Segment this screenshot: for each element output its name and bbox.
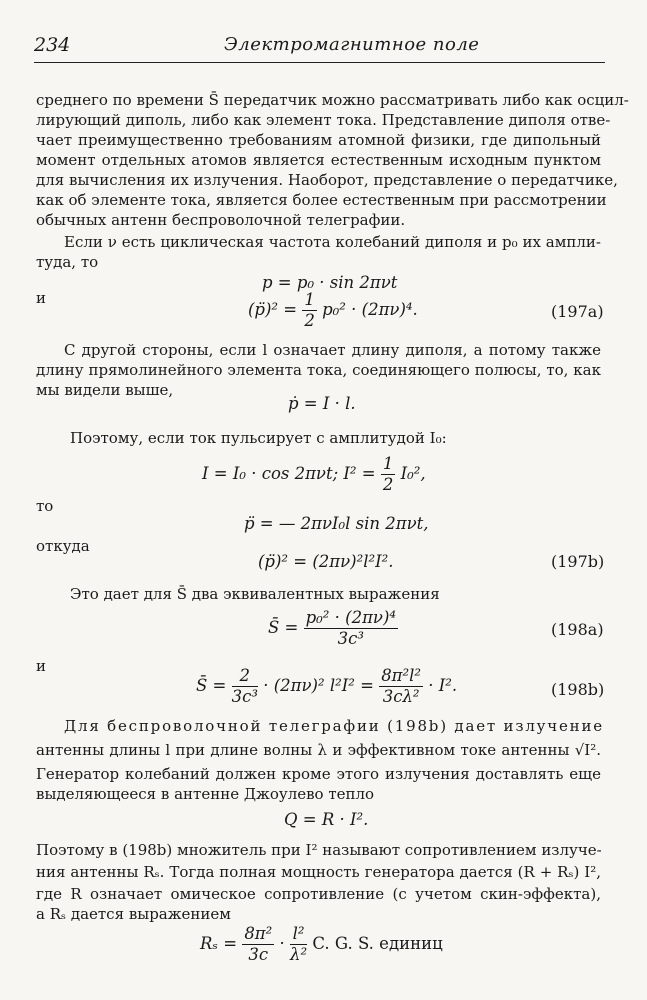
equation-197b: (p̈)² = (2πν)²l²I². xyxy=(258,552,394,571)
text-line: обычных антенн беспроволочной телеграфии. xyxy=(36,211,406,229)
fraction xyxy=(304,608,398,649)
text-line: Поэтому в (198b) множитель при I² называют сопротивлением излуче- xyxy=(36,841,602,859)
fraction xyxy=(379,666,423,707)
eq-part: I = I₀ · cos 2πνt; I² = xyxy=(202,464,376,483)
fraction-denominator: 3cλ² xyxy=(382,687,420,706)
text-line: мы видели выше, xyxy=(36,381,174,399)
fraction-numerator: l² xyxy=(290,924,307,945)
eq-part: S̄ = xyxy=(196,676,227,695)
fraction-numerator: 2 xyxy=(232,666,258,687)
fraction-denominator: λ² xyxy=(290,945,308,964)
fraction-numerator: p₀² · (2πν)⁴ xyxy=(305,608,397,627)
text-line: выделяющееся в антенне Джоулево тепло xyxy=(36,785,375,803)
text-line: момент отдельных атомов является естественным исходным пунктом xyxy=(36,151,601,169)
fraction-denominator: 2 xyxy=(304,311,315,330)
text-line: антенны длины l при длине волны λ и эффективном токе антенны √I². xyxy=(36,741,601,759)
eq-part: · (2πν)² l²I² = xyxy=(263,676,374,695)
equation-p: p = p₀ · sin 2πνt xyxy=(262,273,398,292)
paragraph-4: Поэтому, если ток пульсирует с амплитудой I₀: xyxy=(70,429,447,447)
fraction-denominator: 3c³ xyxy=(231,687,258,706)
fraction-numerator: 8π²l² xyxy=(381,666,422,685)
text-line: С другой стороны, если l означает длину диполя, а потому также xyxy=(64,341,601,359)
fraction-denominator: 2 xyxy=(382,475,394,494)
fraction-denominator: 3c xyxy=(248,945,269,964)
eq-part: · I². xyxy=(428,676,458,695)
eq-part: p₀² · (2πν)⁴. xyxy=(322,300,418,319)
fraction-numerator: 1 xyxy=(382,454,394,473)
eq-part: · xyxy=(279,934,285,953)
text-line: ния антенны Rₛ. Тогда полная мощность генератора дается (R + Rₛ) I², xyxy=(36,863,601,881)
fraction xyxy=(290,924,307,965)
eq-units: C. G. S. единиц xyxy=(312,934,443,953)
eq-part: Rₛ = xyxy=(200,934,238,953)
text-word: и xyxy=(36,657,46,675)
text-line: длину прямолинейного элемента тока, соединяющего полюсы, то, как xyxy=(36,361,601,379)
eq-part: (p̈)² = xyxy=(248,300,298,319)
equation-label-198b: (198b) xyxy=(551,680,605,699)
eq-part: I₀², xyxy=(400,464,426,483)
eq-part: S̄ = xyxy=(268,618,299,637)
running-title: Электромагнитное поле xyxy=(224,34,480,55)
equation-label-198a: (198a) xyxy=(551,620,604,639)
equation-label-197a: (197a) xyxy=(551,302,604,321)
fraction xyxy=(381,454,396,495)
equation-Q: Q = R · I². xyxy=(284,810,369,829)
text-word: и xyxy=(36,289,46,307)
equation-Rs xyxy=(200,924,443,965)
text-line: чает преимущественно требованиям атомной физики, где дипольный xyxy=(36,131,601,149)
text-line: среднего по времени S̄ передатчик можно рассматривать либо как осцил- xyxy=(36,91,629,109)
text-line: для вычисления их излучения. Наоборот, представление о передатчике, xyxy=(36,171,618,189)
equation-pdot: ṗ = I · l. xyxy=(288,394,356,413)
text-word: откуда xyxy=(36,537,90,555)
text-line: где R означает омическое сопротивление (с учетом скин-эффекта), xyxy=(36,885,601,903)
fraction-denominator: 3c³ xyxy=(337,629,364,648)
equation-pddot: p̈ = — 2πνI₀l sin 2πνt, xyxy=(244,514,429,533)
text-word: то xyxy=(36,497,54,515)
fraction xyxy=(302,290,317,331)
paragraph-5: Это дает для S̄ два эквивалентных выражения xyxy=(70,585,440,603)
equation-198b xyxy=(196,666,457,707)
page-number: 234 xyxy=(34,34,71,56)
equation-198a xyxy=(268,608,398,649)
fraction xyxy=(232,666,258,707)
text-line: Генератор колебаний должен кроме этого излучения доставлять еще xyxy=(36,765,601,783)
fraction xyxy=(242,924,274,965)
equation-label-197b: (197b) xyxy=(551,552,605,571)
fraction-numerator: 8π² xyxy=(244,924,273,943)
fraction-numerator: 1 xyxy=(304,290,315,309)
page-header xyxy=(34,30,605,63)
text-line: лирующий диполь, либо как элемент тока. Представление диполя отве- xyxy=(36,111,611,129)
text-line: Если ν есть циклическая частота колебаний диполя и p₀ их ампли- xyxy=(64,233,601,251)
text-line: как об элементе тока, является более естественным при рассмотрении xyxy=(36,191,607,209)
equation-I xyxy=(202,454,426,495)
text-line: туда, то xyxy=(36,253,99,271)
text-line: Для беспроволочной телеграфии (198b) дает излучение xyxy=(64,717,604,735)
text-line: а Rₛ дается выражением xyxy=(36,905,231,923)
equation-197a xyxy=(248,290,418,331)
